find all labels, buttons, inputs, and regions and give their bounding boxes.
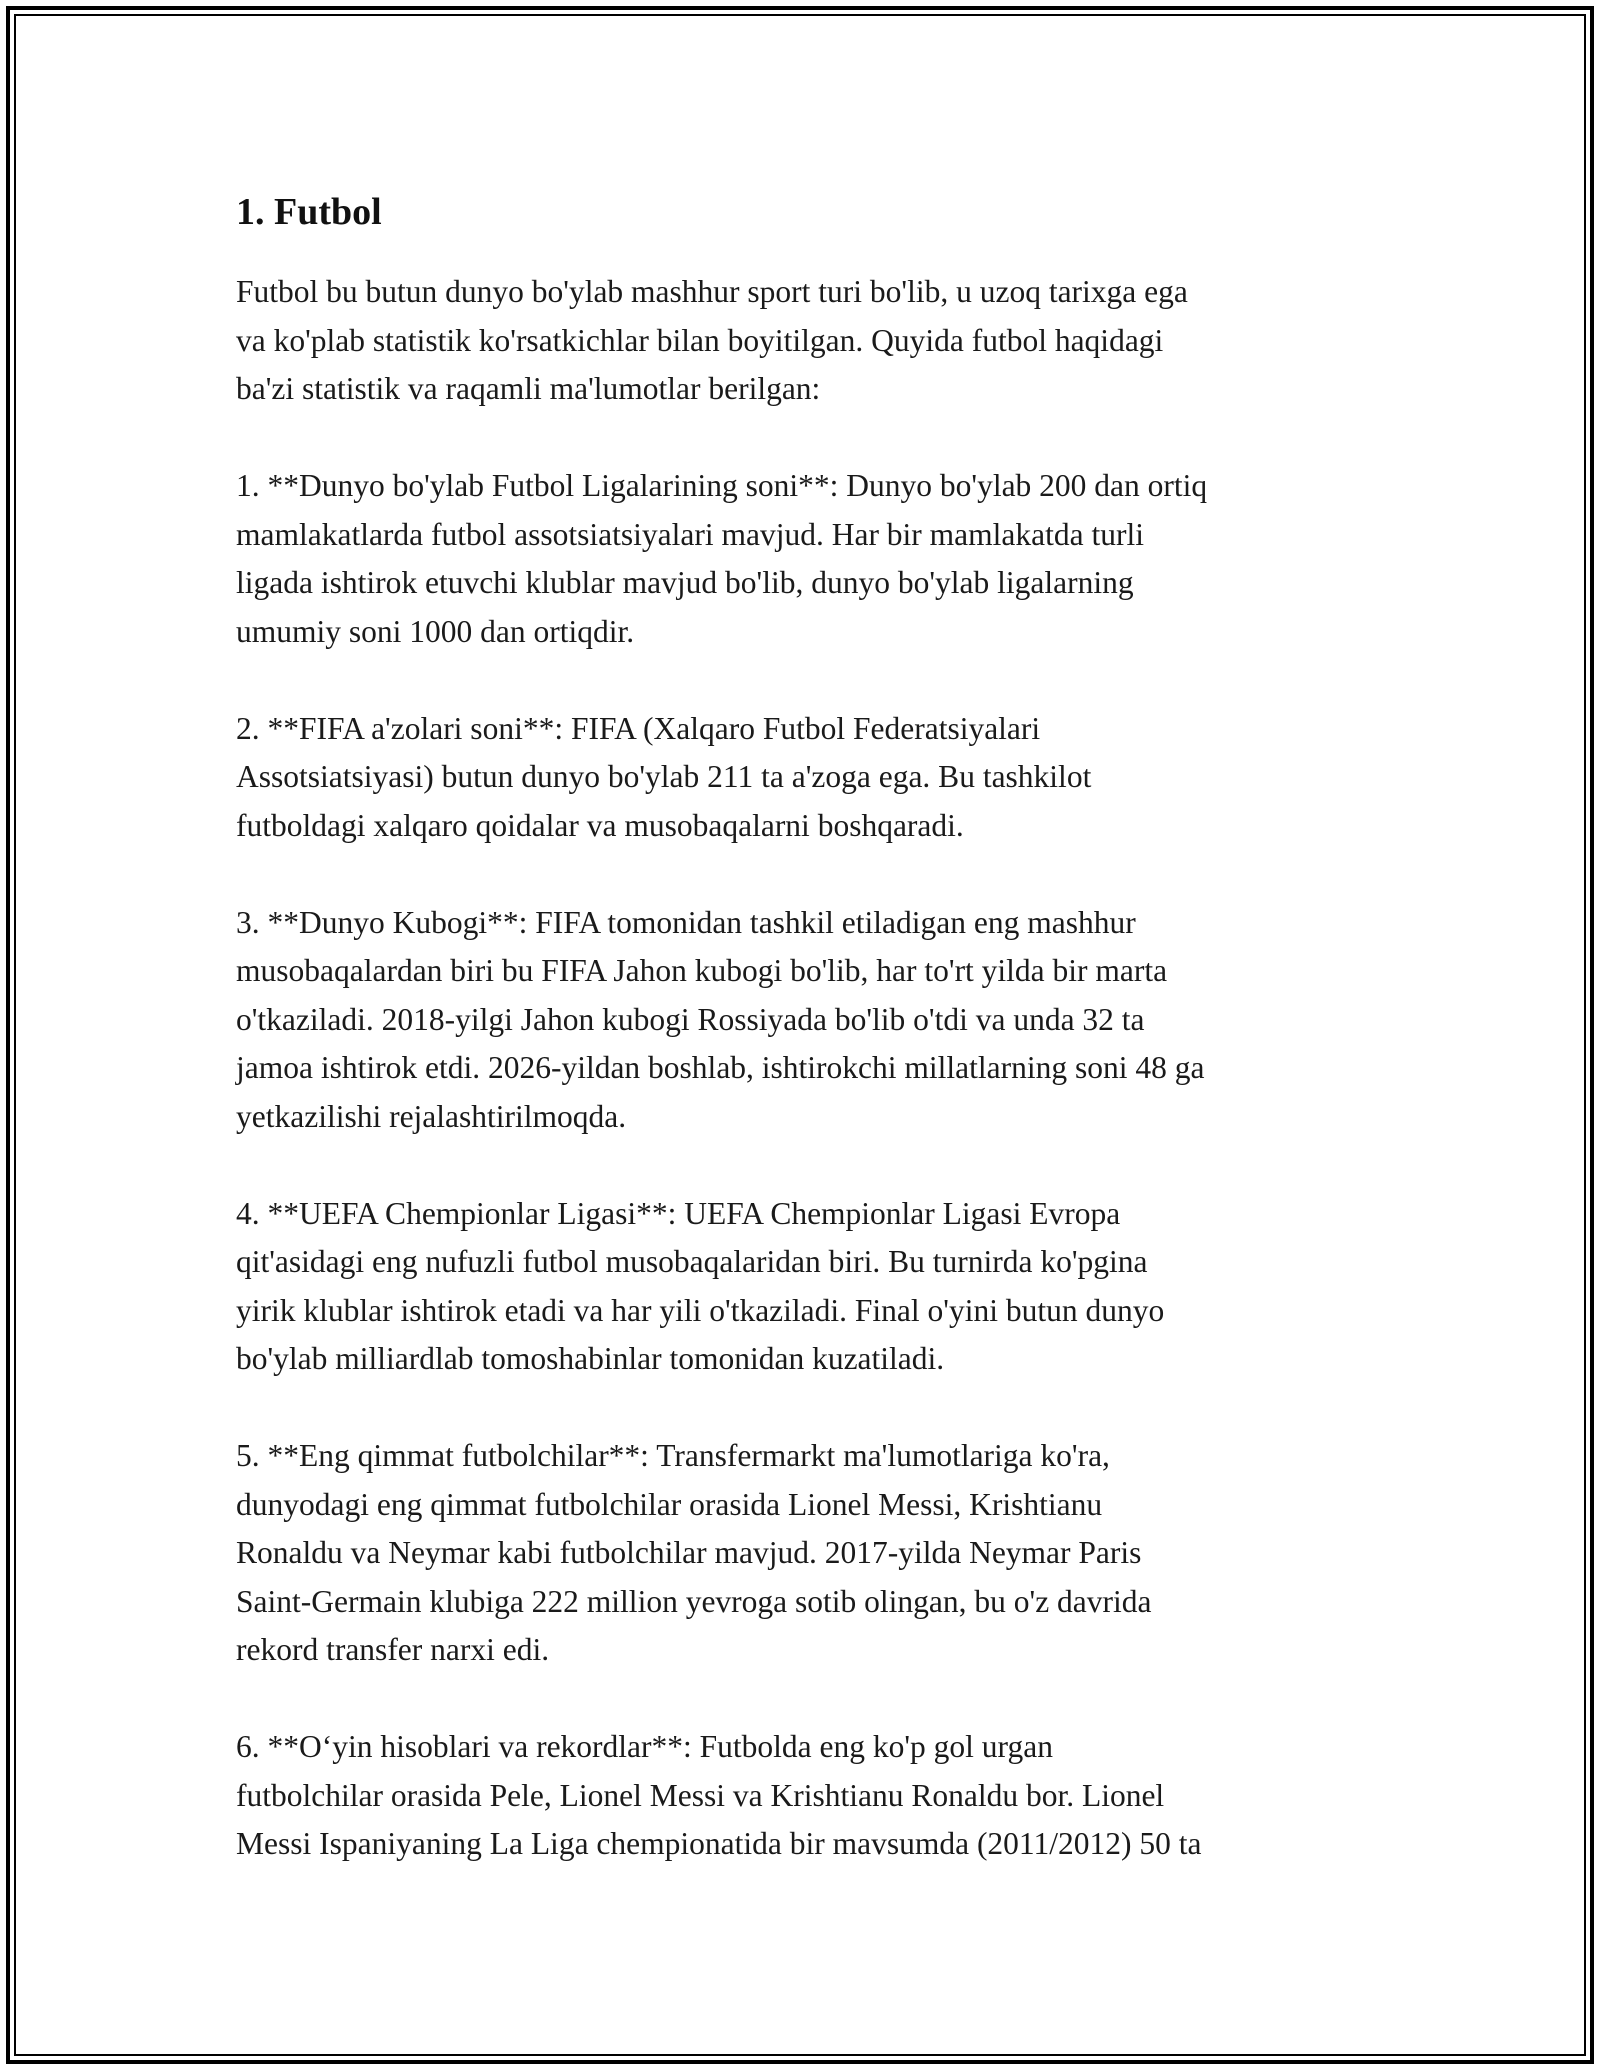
list-item-3: 3. **Dunyo Kubogi**: FIFA tomonidan tashkil etiladigan eng mashhur musobaqalardan biri bu FIFA Jahon kubogi bo'lib, har to'rt yilda bir marta o'tkaziladi. 2018-yilgi Jahon kubogi Rossiyada bo'lib o'tdi va unda 32 ta jamoa ishtirok etdi. 2026-yildan boshlab, ishtirokchi millatlarning soni 48 ga yetkazilishi rejalashtirilmoqda. — [236, 904, 1205, 1134]
list-item-2: 2. **FIFA a'zolari soni**: FIFA (Xalqaro Futbol Federatsiyalari Assotsiatsiyasi) butun dunyo bo'ylab 211 ta a'zoga ega. Bu tashkilot futboldagi xalqaro qoidalar va musobaqalarni boshqaradi. — [236, 710, 1092, 843]
section-heading: 1. Futbol — [236, 191, 382, 233]
list-item-1: 1. **Dunyo bo'ylab Futbol Ligalarining soni**: Dunyo bo'ylab 200 dan ortiq mamlakatlarda futbol assotsiatsiyalari mavjud. Har bir mamlakatda turli ligada ishtirok etuvchi klublar mavjud bo'lib, dunyo bo'ylab ligalarning umumiy soni 1000 dan ortiqdir. — [236, 468, 1208, 649]
intro-paragraph: Futbol bu butun dunyo bo'ylab mashhur sport turi bo'lib, u uzoq tarixga ega va ko'plab statistik ko'rsatkichlar bilan boyitilgan. Quyida futbol haqidagi ba'zi statistik va raqamli ma'lumotlar berilgan: — [236, 274, 1188, 406]
document-body — [236, 186, 1376, 1917]
list-item-5: 5. **Eng qimmat futbolchilar**: Transfermarkt ma'lumotlariga ko'ra, dunyodagi eng qimmat futbolchilar orasida Lionel Messi, Krishtianu Ronaldu va Neymar kabi futbolchilar mavjud. 2017-yilda Neymar Paris Saint-Germain klubiga 222 million yevroga sotib olingan, bu o'z davrida rekord transfer narxi edi. — [236, 1438, 1152, 1667]
list-item-6: 6. **O‘yin hisoblari va rekordlar**: Futbolda eng ko'p gol urgan futbolchilar orasida Pele, Lionel Messi va Krishtianu Ronaldu bor. Lionel Messi Ispaniyaning La Liga chempionatida bir mavsumda (2011/2012) 50 ta — [236, 1729, 1202, 1861]
list-item-4: 4. **UEFA Chempionlar Ligasi**: UEFA Chempionlar Ligasi Evropa qit'asidagi eng nufuzli futbol musobaqalaridan biri. Bu turnirda ko'pgina yirik klublar ishtirok etadi va har yili o'tkaziladi. Final o'yini butun dunyo bo'ylab milliardlab tomoshabinlar tomonidan kuzatiladi. — [236, 1195, 1165, 1376]
